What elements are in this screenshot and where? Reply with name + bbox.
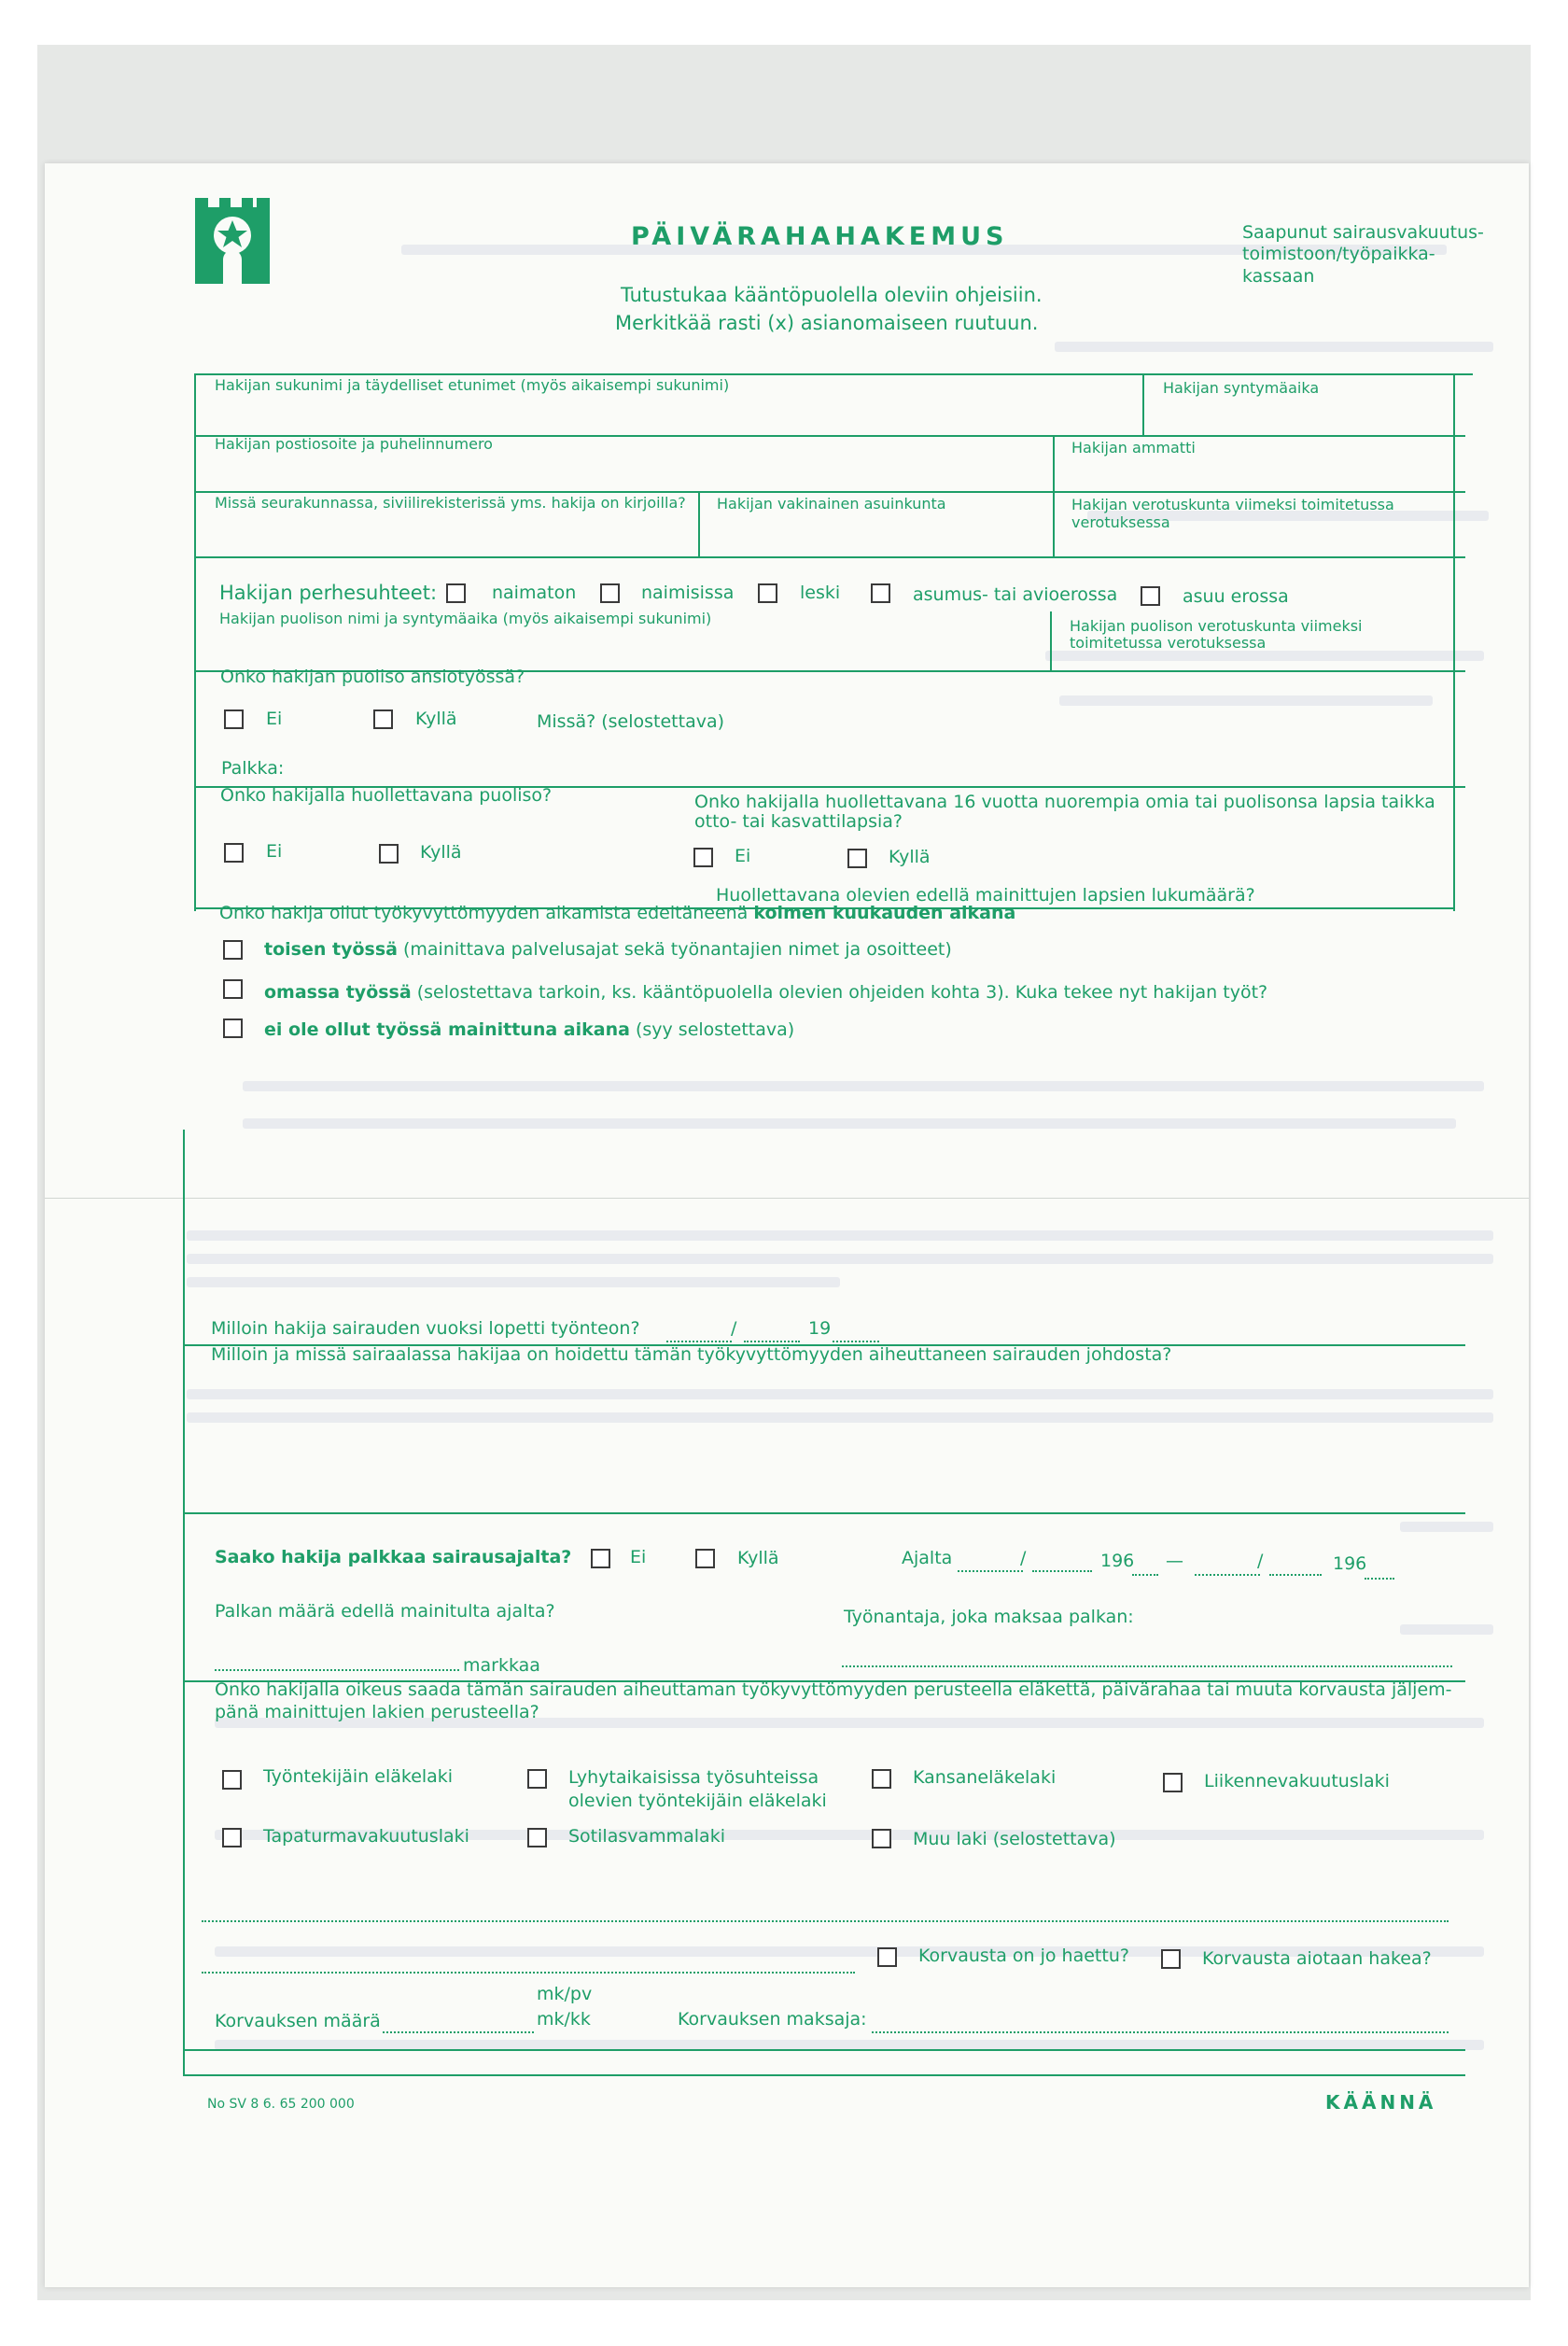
checkbox-spouse-working-yes[interactable]: [373, 709, 393, 729]
show-through-text: [1400, 1522, 1493, 1532]
dependent-spouse-yes-label: Kyllä: [420, 842, 462, 863]
checkbox-leski[interactable]: [758, 583, 777, 603]
compensation-amount-label: Korvauksen määrä: [215, 2011, 381, 2031]
other-law-explanation-field[interactable]: [202, 1920, 1449, 1922]
frame-right-line: [1453, 373, 1455, 911]
checkbox-law-tapaturmavakuutuslaki[interactable]: [222, 1828, 242, 1847]
frame-left-line-upper: [194, 373, 196, 911]
checkbox-spouse-working-no[interactable]: [224, 709, 244, 729]
checkbox-law-lyhytaikaisissa[interactable]: [527, 1769, 547, 1789]
surname-label: Hakijan sukunimi ja täydelliset etunimet (myös aikaisempi sukunimi): [215, 376, 730, 394]
spouse-working-question: Onko hakijan puoliso ansiotyössä?: [220, 667, 525, 687]
unit-per-day: mk/pv: [537, 1984, 593, 2004]
law-tapaturmavakuutuslaki: Tapaturmavakuutuslaki: [263, 1826, 469, 1847]
profession-label: Hakijan ammatti: [1071, 439, 1196, 457]
checkbox-compensation-applied[interactable]: [877, 1947, 897, 1967]
received-stamp-line-1: Saapunut sairausvakuutus-: [1242, 222, 1484, 243]
compensation-payer-field[interactable]: [872, 2031, 1449, 2033]
row-line: [183, 1512, 1465, 1514]
paying-employer-field[interactable]: [842, 1665, 1452, 1667]
frame-left-line-lower: [183, 1130, 185, 2075]
pension-question-2: pänä mainittujen lakien perusteella?: [215, 1702, 539, 1722]
law-lyhytaikaisissa: Lyhytaikaisissa työsuhteissa: [568, 1767, 819, 1788]
show-through-text: [1059, 695, 1433, 706]
checkbox-asuu-erossa[interactable]: [1141, 586, 1160, 606]
spouse-tax-label-1: Hakijan puolison verotuskunta viimeksi: [1070, 617, 1363, 635]
period-from-year: 196: [1100, 1551, 1135, 1571]
checkbox-law-tyontekijain-elakelaki[interactable]: [222, 1770, 242, 1790]
work-stopped-question: Milloin hakija sairauden vuoksi lopetti työnteon?: [211, 1318, 640, 1339]
checkbox-dependent-spouse-yes[interactable]: [379, 844, 399, 864]
row-line: [183, 2049, 1465, 2051]
show-through-text: [1400, 1624, 1493, 1635]
checkbox-law-liikennevakuutuslaki[interactable]: [1163, 1773, 1183, 1792]
fold-line: [45, 1198, 1529, 1199]
checkbox-sick-pay-no[interactable]: [591, 1549, 610, 1568]
stop-date-slash: /: [731, 1318, 737, 1339]
stop-date-month-field[interactable]: [744, 1341, 800, 1342]
dependent-children-no-label: Ei: [735, 846, 751, 866]
salary-amount-field[interactable]: [215, 1669, 459, 1671]
row-line: [194, 556, 1465, 558]
period-to-day-field[interactable]: [1195, 1574, 1260, 1576]
received-stamp-line-2: toimistoon/työpaikka-: [1242, 244, 1435, 264]
spouse-workplace-label: Missä? (selostettava): [537, 711, 725, 732]
dependent-spouse-question: Onko hakijalla huollettavana puoliso?: [220, 785, 553, 806]
law-muu-laki: Muu laki (selostettava): [913, 1829, 1116, 1849]
dependent-spouse-no-label: Ei: [266, 841, 283, 862]
frame-top-line: [194, 373, 1473, 375]
law-liikennevakuutuslaki: Liikennevakuutuslaki: [1204, 1771, 1390, 1791]
registry-label: Missä seurakunnassa, siviilirekisterissä yms. hakija on kirjoilla?: [215, 494, 686, 512]
law-sotilasvammalaki: Sotilasvammalaki: [568, 1826, 725, 1847]
pension-question-1: Onko hakijalla oikeus saada tämän sairauden aiheuttaman työkyvyttömyyden perusteella eläkettä, päivärahaa tai muuta korvausta jäljem-: [215, 1679, 1452, 1700]
salary-label: Palkka:: [221, 758, 285, 779]
spouse-working-yes-label: Kyllä: [415, 709, 457, 729]
law-tyontekijain-elakelaki: Työntekijäin eläkelaki: [263, 1766, 454, 1787]
hospital-question: Milloin ja missä sairaalassa hakijaa on hoidettu tämän työkyvyttömyyden aiheuttaneen sairauden johdosta?: [211, 1344, 1172, 1365]
divider: [1142, 375, 1144, 435]
law-lyhytaikaisissa-cont: olevien työntekijäin eläkelaki: [568, 1791, 827, 1811]
dependent-children-question-1: Onko hakijalla huollettavana 16 vuotta nuorempia omia tai puolisonsa lapsia taikka: [694, 792, 1435, 812]
address-label: Hakijan postiosoite ja puhelinnumero: [215, 435, 493, 453]
checkbox-law-kansanelakelaki[interactable]: [872, 1769, 891, 1789]
law-kansanelakelaki: Kansaneläkelaki: [913, 1767, 1057, 1788]
divider: [1053, 493, 1055, 556]
option-not-working: ei ole ollut työssä mainittuna aikana (syy selostettava): [264, 1019, 795, 1040]
castle-tower-star-emblem-icon: [193, 198, 272, 284]
option-asuu-erossa: asuu erossa: [1183, 586, 1289, 607]
divider: [1053, 437, 1055, 493]
checkbox-dependent-spouse-no[interactable]: [224, 843, 244, 863]
period-to-year-field[interactable]: [1365, 1578, 1394, 1580]
sick-pay-period-label: Ajalta: [902, 1548, 953, 1568]
show-through-text: [187, 1412, 1493, 1423]
checkbox-law-sotilasvammalaki[interactable]: [527, 1828, 547, 1847]
form-code: No SV 8 6. 65 200 000: [207, 2097, 355, 2112]
sick-pay-yes-label: Kyllä: [737, 1548, 779, 1568]
spouse-tax-label-2: toimitetussa verotuksessa: [1070, 634, 1267, 652]
option-asumus-tai-avioerossa: asumus- tai avioerossa: [913, 584, 1118, 605]
stop-date-day-field[interactable]: [666, 1341, 732, 1342]
checkbox-dependent-children-no[interactable]: [693, 848, 713, 867]
municipality-label: Hakijan vakinainen asuinkunta: [717, 495, 946, 513]
row-line: [194, 491, 1465, 493]
option-naimaton: naimaton: [492, 583, 577, 603]
sick-pay-question: Saako hakija palkkaa sairausajalta?: [215, 1547, 572, 1567]
show-through-text: [187, 1389, 1493, 1399]
checkbox-sick-pay-yes[interactable]: [695, 1549, 715, 1568]
unit-per-month: mk/kk: [537, 2009, 591, 2030]
frame-bottom-line: [183, 2074, 1465, 2076]
show-through-text: [187, 1254, 1493, 1264]
show-through-text: [1045, 651, 1484, 661]
show-through-text: [1055, 342, 1493, 352]
tax-municipality-label-1: Hakijan verotuskunta viimeksi toimitetussa: [1071, 496, 1394, 513]
period-to-month-field[interactable]: [1269, 1574, 1322, 1576]
children-count-question: Huollettavana olevien edellä mainittujen lapsien lukumäärä?: [716, 885, 1255, 906]
compensation-applied-label: Korvausta on jo haettu?: [918, 1946, 1129, 1966]
spouse-working-no-label: Ei: [266, 709, 283, 729]
family-status-label: Hakijan perhesuhteet:: [219, 582, 438, 604]
spouse-name-label: Hakijan puolison nimi ja syntymäaika (myös aikaisempi sukunimi): [219, 610, 712, 627]
instruction-line-2: Merkitkää rasti (x) asianomaiseen ruutuun.: [615, 312, 1039, 334]
show-through-text: [187, 1230, 1493, 1241]
checkbox-self-employed[interactable]: [223, 979, 243, 999]
show-through-text: [243, 1081, 1484, 1091]
divider: [1050, 611, 1052, 670]
option-leski: leski: [800, 583, 841, 603]
checkbox-naimaton[interactable]: [446, 583, 466, 603]
instruction-line-1: Tutustukaa kääntöpuolella oleviin ohjeisiin.: [621, 284, 1043, 306]
compensation-amount-field[interactable]: [383, 2031, 534, 2033]
dependent-children-yes-label: Kyllä: [889, 847, 931, 867]
dependent-children-question-2: otto- tai kasvattilapsia?: [694, 811, 903, 832]
period-from-month-field[interactable]: [1032, 1570, 1092, 1572]
form-title: PÄIVÄRAHAHAKEMUS: [631, 222, 1009, 251]
option-self-employed: omassa työssä (selostettava tarkoin, ks. kääntöpuolella olevien ohjeiden kohta 3). Kuka tekee nyt hakijan työt?: [264, 982, 1268, 1003]
checkbox-compensation-to-apply[interactable]: [1161, 1949, 1181, 1969]
salary-currency-label: markkaa: [463, 1655, 540, 1676]
checkbox-asumus-tai-avioerossa[interactable]: [871, 583, 890, 603]
period-to-year: 196: [1333, 1553, 1367, 1574]
paying-employer-label: Työnantaja, joka maksaa palkan:: [844, 1607, 1134, 1627]
period-dash: —: [1166, 1551, 1183, 1571]
birthdate-label: Hakijan syntymäaika: [1163, 379, 1320, 397]
period-from-year-field[interactable]: [1132, 1574, 1158, 1576]
checkbox-law-muu-laki[interactable]: [872, 1829, 891, 1848]
stop-date-year-field[interactable]: [833, 1341, 879, 1342]
compensation-payer-label: Korvauksen maksaja:: [678, 2009, 867, 2030]
checkbox-naimisissa[interactable]: [600, 583, 620, 603]
show-through-text: [187, 1277, 840, 1287]
compensation-to-apply-label: Korvausta aiotaan hakea?: [1202, 1948, 1432, 1969]
period-from-slash: /: [1020, 1548, 1027, 1568]
option-other-employment: toisen työssä (mainittava palvelusajat sekä työnantajien nimet ja osoitteet): [264, 939, 952, 960]
sick-pay-no-label: Ei: [630, 1547, 647, 1567]
period-to-slash: /: [1257, 1551, 1264, 1571]
checkbox-other-employment[interactable]: [223, 940, 243, 960]
tax-municipality-label-2: verotuksessa: [1071, 513, 1170, 531]
salary-amount-question: Palkan määrä edellä mainitulta ajalta?: [215, 1601, 555, 1622]
stop-date-year-prefix: 19: [808, 1318, 832, 1339]
checkbox-not-working[interactable]: [223, 1018, 243, 1038]
period-from-day-field[interactable]: [958, 1570, 1023, 1572]
show-through-text: [243, 1118, 1456, 1129]
option-naimisissa: naimisissa: [641, 583, 735, 603]
divider: [698, 493, 700, 556]
turn-over-label: KÄÄNNÄ: [1325, 2091, 1437, 2114]
received-stamp-line-3: kassaan: [1242, 266, 1315, 287]
checkbox-dependent-children-yes[interactable]: [847, 849, 867, 868]
compensation-notes-field[interactable]: [202, 1972, 855, 1974]
work-history-question: Onko hakija ollut työkyvyttömyyden alkamista edeltäneenä kolmen kuukauden aikana: [219, 903, 1016, 923]
